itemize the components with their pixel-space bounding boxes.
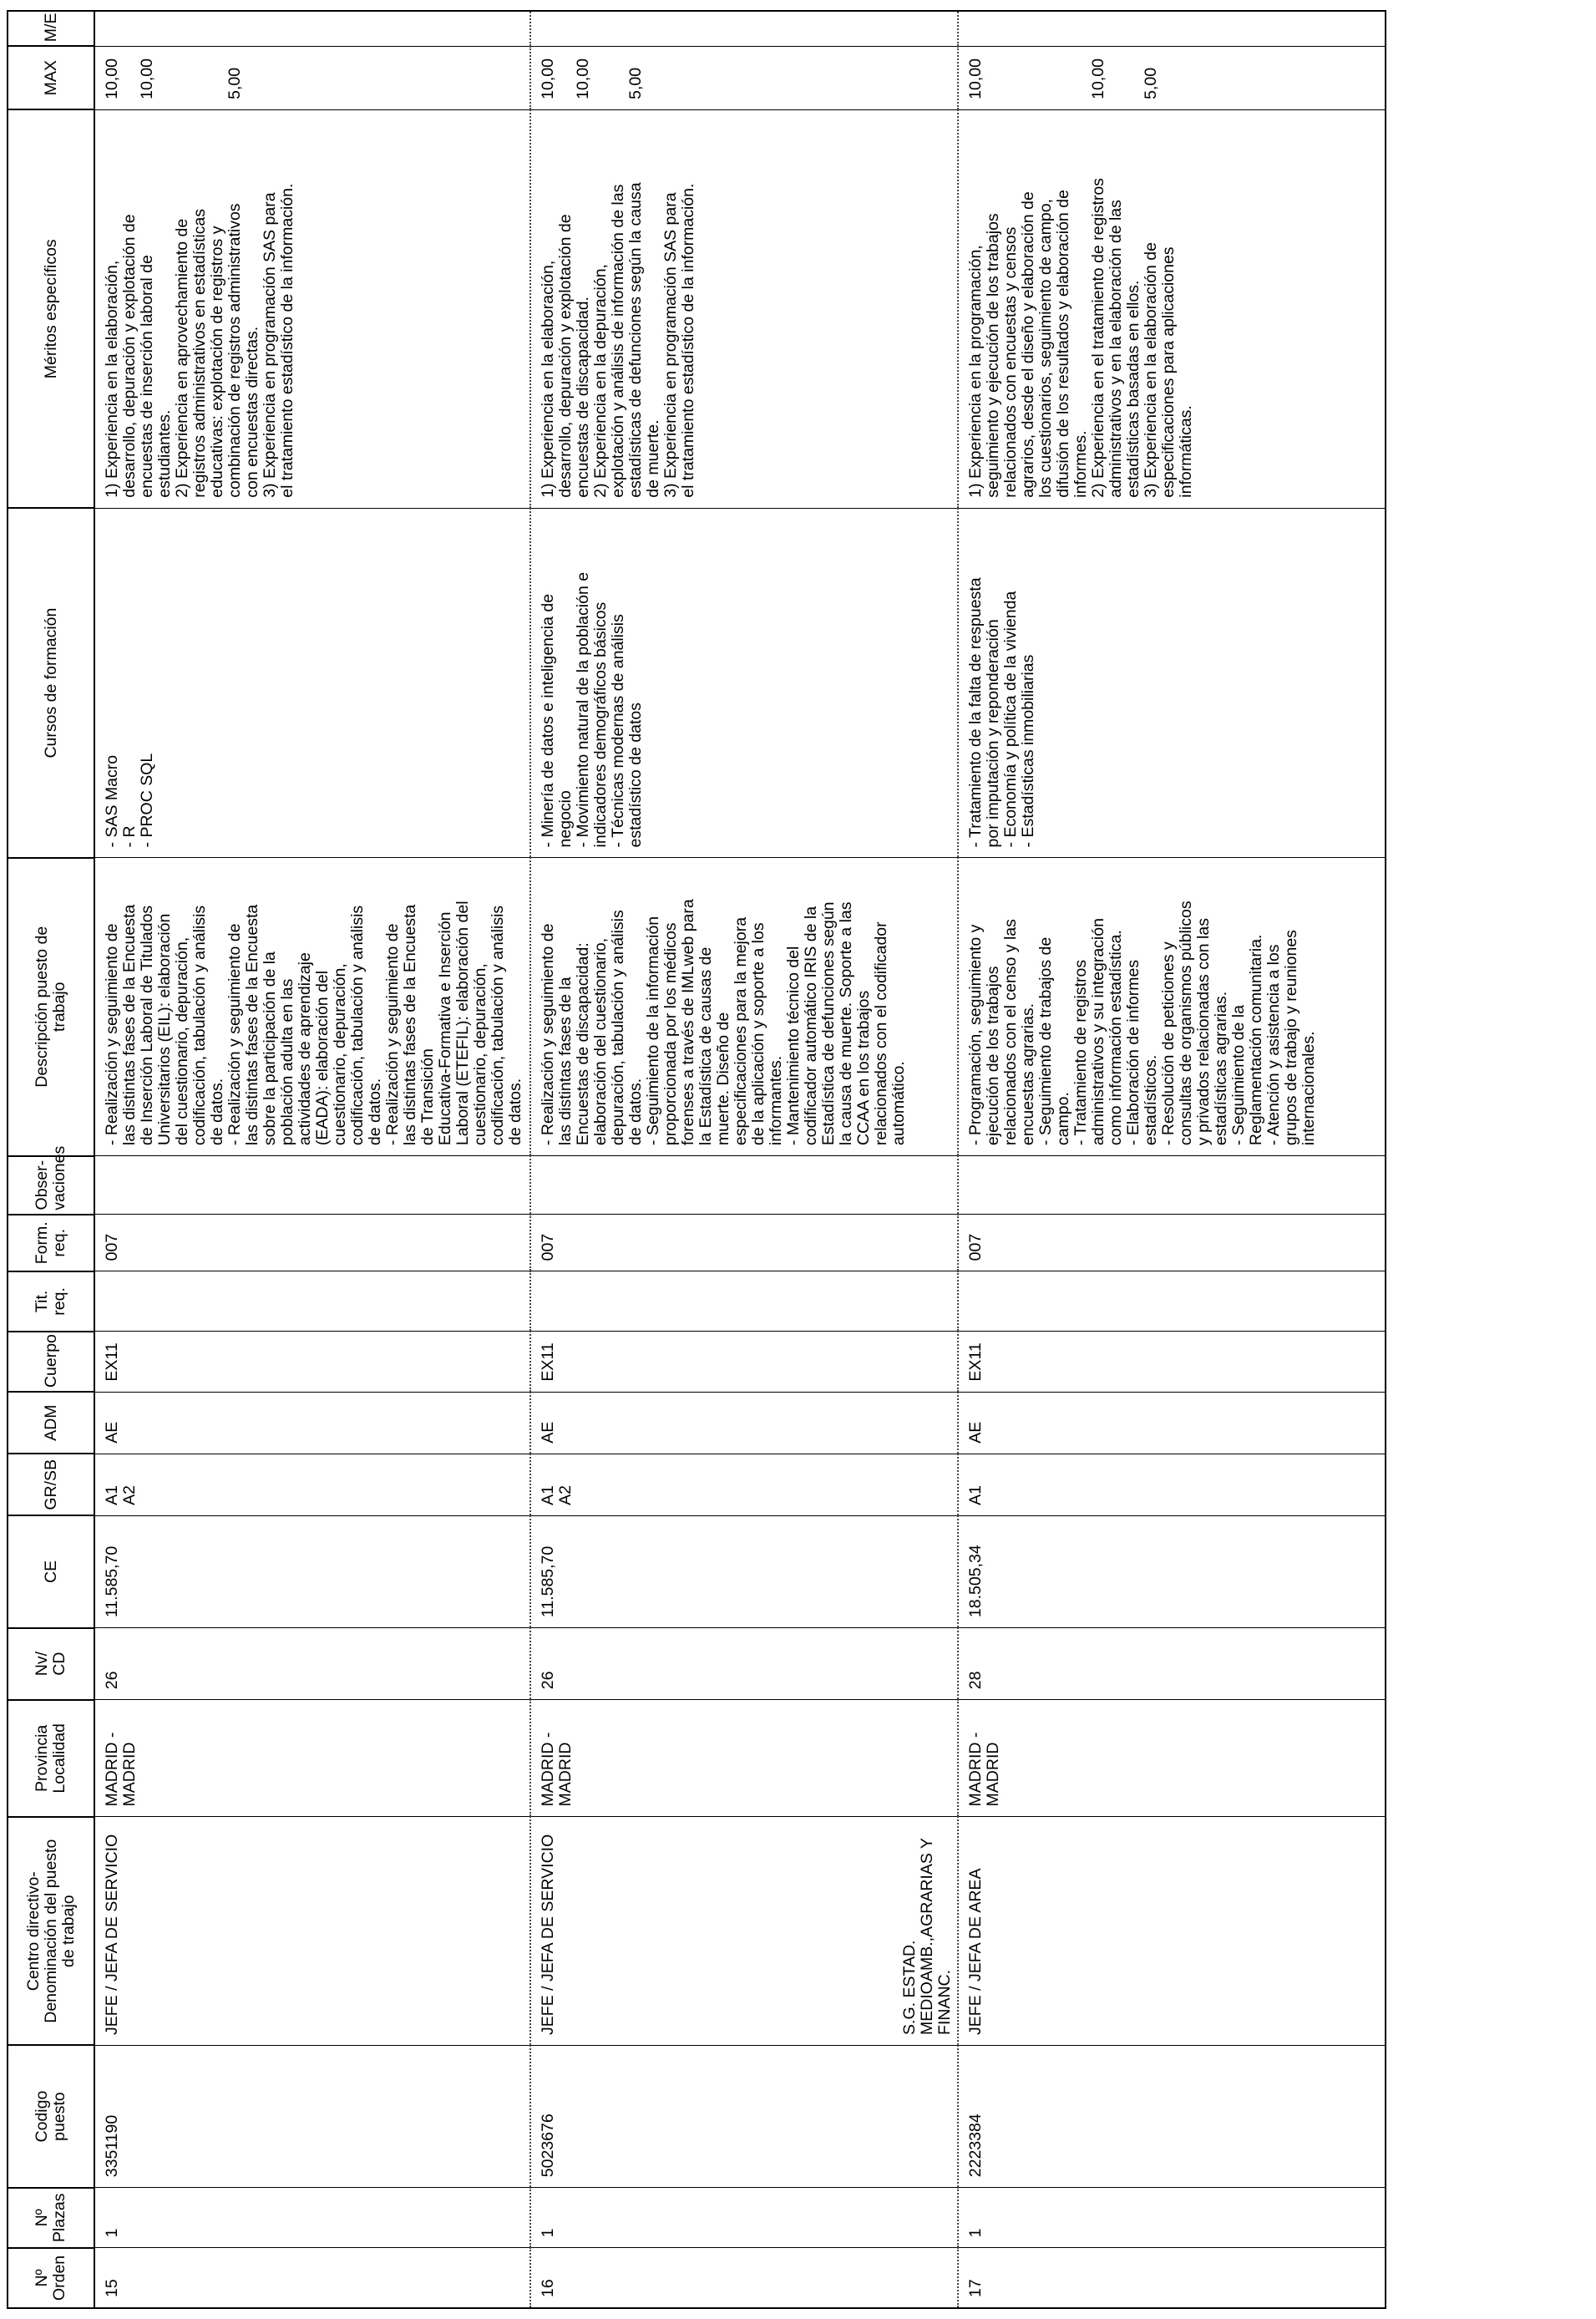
table-row [958,11,1386,2308]
descripcion-line: como información estadística. [1107,930,1125,1146]
formacion-value: 007 [966,1233,985,1261]
descripcion-line: población adulta en las [278,978,296,1146]
header-plazas-text: Plazas [50,2193,68,2243]
cursos-line: - Técnicas modernas de análisis [609,614,627,848]
provincia-line: MADRID [984,1742,1002,1807]
descripcion-line: - Programación, seguimiento y [966,924,985,1146]
descripcion-line: sobre la participación de la [261,951,279,1146]
cursos-line: estadístico de datos [626,703,645,848]
descripcion-line: (EADA): elaboración del [313,970,332,1146]
cell-adm [530,1392,958,1454]
descripcion-line: de Inserción Laboral de Titulados [138,905,156,1146]
max-line: 10,00 [574,58,592,99]
cell-max [530,46,958,109]
cuerpo-value: EX11 [103,1342,121,1382]
formacion-value: 007 [103,1233,121,1261]
directorate-name: S.G. ESTAD. [900,1940,919,2035]
provincia-line: MADRID - [966,1732,985,1807]
cell-max [94,46,530,109]
max-line [1002,53,1020,99]
descripcion-line: encuestas agrarias. [1019,1002,1037,1146]
max-line [610,53,627,99]
header-orden [8,2248,94,2308]
descripcion-line: - Realización y seguimiento de [225,923,244,1146]
cell-ce [958,1515,1386,1627]
meritos-line: seguimiento y ejecución de los trabajos [984,213,1002,498]
max-line: 10,00 [966,58,985,99]
nivel-value: 26 [539,1671,557,1690]
position-name: JEFE / JEFA DE SERVICIO [103,1834,121,2035]
meritos-line: de muerte. [644,419,662,498]
cell-codigo [94,2045,530,2187]
header-codigo-text: puesto [50,2092,68,2141]
header-plazas [8,2188,94,2248]
max-line [1020,53,1037,99]
descripcion-line: de Transición [418,1048,437,1146]
max-line [1072,53,1090,99]
cursos-line: - Movimiento natural de la población e [574,571,592,848]
orden-value: 17 [966,2279,985,2297]
adm-value: AE [539,1421,557,1444]
meritos-line: 3) Experiencia en programación SAS para [261,192,279,498]
descripcion-line: - Realización y seguimiento de [103,923,121,1146]
descripcion-line: del cuestionario, depuración, [173,936,191,1146]
meritos-line: 1) Experiencia en la elaboración, [539,260,557,498]
header-cuerpo [8,1332,94,1392]
descripcion-line: - Resolución de peticiones y [1159,941,1178,1146]
descripcion-line: - Mantenimiento técnico del [784,946,803,1146]
table-row [530,11,958,2308]
cell-codigo [958,2045,1386,2187]
descripcion-line: grupos de trabajo y reuniones [1282,930,1300,1146]
cell-descripcion [530,858,958,1156]
descripcion-line: ejecución de los trabajos [984,966,1002,1146]
table-body [94,11,1386,2308]
header-titulo-text: Tit. [33,1290,51,1313]
grupo-line: A1 [539,1484,557,1505]
meritos-line: difusión de los resultados y elaboración de [1054,190,1072,498]
cell-provincia [958,1700,1386,1817]
max-line [156,53,174,99]
descripcion-line: informantes. [767,1055,785,1146]
cell-formacion [94,1215,530,1271]
cell-cursos [530,508,958,858]
ce-value: 11.585,70 [103,1545,121,1618]
max-line: 5,00 [1142,67,1160,99]
max-line [1055,53,1072,99]
descripcion-line: Reglamentación comunitaria. [1247,934,1265,1146]
descripcion-line: cuestionario, depuración, [331,963,349,1146]
meritos-line: educativas: explotación de registros y [208,226,226,498]
cell-cursos [958,508,1386,858]
position-name: JEFE / JEFA DE AREA [966,1868,985,2035]
header-codigo [8,2045,94,2187]
max-line: 10,00 [539,58,557,99]
descripcion-line: - Seguimiento de la [1229,1005,1248,1146]
cell-cuerpo [94,1332,530,1392]
descripcion-line: cuestionario, depuración, [471,963,489,1146]
adm-value: AE [103,1421,121,1444]
header-adm [8,1392,94,1454]
cursos-line: indicadores demográficos básicos [591,601,610,848]
cell-meritos [958,109,1386,508]
cell-nivel [94,1628,530,1700]
grupo-line: A2 [120,1484,139,1505]
cursos-line: - R [120,825,139,848]
descripcion-line: las distintas fases de la Encuesta [243,904,261,1146]
descripcion-line: de la aplicación y soporte a los [749,922,768,1146]
cell-meritos [530,109,958,508]
descripcion-line: de datos. [208,1078,226,1146]
meritos-line: los cuestionarios, seguimiento de campo, [1036,199,1055,498]
descripcion-line: de datos. [506,1078,524,1146]
cell-centro [94,1817,530,2045]
grupo-line: A2 [556,1484,575,1505]
descripcion-line: relacionados con el codificador [872,921,890,1146]
cell-descripcion [94,858,530,1156]
codigo-value: 2223384 [966,2113,985,2178]
cell-ce [530,1515,958,1627]
max-line [174,53,191,99]
cell-meritos [94,109,530,508]
meritos-line: 2) Experiencia en aprovechamiento de [173,218,191,498]
table-row [94,11,530,2308]
max-line [1125,53,1143,99]
header-cuerpo-text: Cuerpo [41,1334,60,1388]
descripcion-line: - Seguimiento de la información [644,916,662,1146]
meritos-line: agrarios, desde el diseño y elaboración de [1019,191,1037,498]
adm-value: AE [966,1421,985,1444]
descripcion-line: Estadística de defunciones según [819,901,838,1146]
descripcion-line: depuración, tabulación y análisis [609,910,627,1146]
max-line: 10,00 [138,58,156,99]
meritos-line: estadísticas basadas en ellos. [1124,280,1143,498]
meritos-line: explotación y análisis de información de las [609,184,627,498]
cell-me [94,11,530,46]
header-me-text: M/E [41,13,60,43]
formacion-value: 007 [539,1233,557,1261]
cell-adm [958,1392,1386,1454]
descripcion-line: codificación, tabulación y análisis [190,905,209,1146]
provincia-line: MADRID - [103,1732,121,1807]
cuerpo-value: EX11 [539,1342,557,1382]
directorate-block [901,1838,954,2035]
max-line [121,53,139,99]
header-formacion-text: req. [50,1228,68,1257]
cell-observaciones [530,1156,958,1215]
header-grupo-text: GR/SB [41,1459,60,1510]
descripcion-line: - Tratamiento de registros [1072,959,1090,1146]
cell-orden [530,2248,958,2308]
max-line [985,53,1002,99]
descripcion-line: proporcionada por los médicos [661,922,680,1146]
header-provincia-text: Localidad [50,1723,68,1794]
codigo-value: 5023676 [539,2113,557,2178]
header-centro-text: Centro directivo- [23,1871,43,1992]
header-observaciones-text: Obser- [33,1160,51,1210]
max-line [592,53,610,99]
descripcion-line: internacionales. [1300,1031,1318,1146]
max-line [1037,53,1055,99]
header-descripcion-text: Descripción puesto de [33,926,51,1088]
descripcion-line: - Realización y seguimiento de [539,923,557,1146]
cell-nivel [958,1628,1386,1700]
descripcion-line: codificación, tabulación y análisis [348,905,367,1146]
codigo-value: 3351190 [103,2114,121,2178]
directorate-name: FINANC. [935,1969,954,2035]
cursos-line: por imputación y reponderación [984,619,1002,848]
cell-max [958,46,1386,109]
cell-centro [530,1817,958,2045]
max-line: 5,00 [225,67,244,99]
header-ce-text: CE [41,1560,60,1583]
orden-value: 16 [539,2279,557,2297]
cursos-line: - Minería de datos e inteligencia de [539,593,557,848]
header-formacion-text: Form. [33,1221,51,1265]
descripcion-line: las distintas fases de la [556,977,575,1146]
cell-formacion [958,1215,1386,1271]
cell-me [530,11,958,46]
cell-ce [94,1515,530,1627]
max-line: 10,00 [103,58,121,99]
cell-plazas [530,2188,958,2248]
header-ce [8,1515,94,1627]
header-provincia [8,1700,94,1817]
cell-plazas [94,2188,530,2248]
cell-observaciones [94,1156,530,1215]
header-nivel-text: Nv/ [33,1652,51,1677]
cell-titulo [530,1271,958,1332]
header-orden-text: Orden [50,2255,68,2301]
header-cursos [8,508,94,858]
descripcion-line: - Realización y seguimiento de [383,923,402,1146]
max-line [557,53,575,99]
meritos-line: 1) Experiencia en la elaboración, [103,260,121,498]
directorate-name: MEDIOAMB.,AGRARIAS Y [918,1838,936,2035]
job-positions-table [7,10,1386,2309]
cursos-line: - SAS Macro [103,754,121,848]
descripcion-line: Educativa-Formativa e Inserción [436,911,454,1146]
descripcion-line: relacionados con el censo y las [1001,919,1020,1146]
descripcion-line: - Atención y asistencia a los [1264,944,1283,1146]
meritos-line: estudiantes. [155,409,174,498]
cell-grupo [958,1454,1386,1515]
meritos-line: especificaciones para aplicaciones [1159,246,1178,498]
max-line [1107,53,1125,99]
cell-me [958,11,1386,46]
meritos-line: relacionados con encuestas y censos [1001,226,1020,498]
provincia-line: MADRID [120,1742,139,1807]
header-centro [8,1817,94,2045]
descripcion-line: Encuestas de discapacidad: [574,942,592,1146]
meritos-line: 3) Experiencia en programación SAS para [661,192,680,498]
descripcion-line: y privados relacionadas con las [1194,918,1213,1146]
cell-plazas [958,2188,1386,2248]
cell-provincia [530,1700,958,1817]
header-observaciones [8,1145,94,1215]
descripcion-line: automático. [889,1061,908,1146]
cell-titulo [94,1271,530,1332]
descripcion-line: - Seguimiento de trabajos de [1036,936,1055,1146]
cuerpo-value: EX11 [966,1342,985,1382]
meritos-line: 2) Experiencia en el tratamiento de registros [1089,178,1107,498]
meritos-line: estadísticas de defunciones según la causa [626,182,645,498]
meritos-line: desarrollo, depuración y explotación de [556,214,575,498]
descripcion-line: las distintas fases de la Encuesta [120,904,139,1146]
cell-descripcion [958,858,1386,1156]
descripcion-line: especificaciones para la mejora [732,916,750,1146]
orden-value: 15 [103,2279,121,2297]
header-plazas-text: Nº [33,2209,51,2227]
descripcion-line: administrativos y su integración [1089,918,1107,1146]
max-line [209,53,226,99]
header-me [8,11,94,46]
cell-formacion [530,1215,958,1271]
descripcion-line: las distintas fases de la Encuesta [401,904,419,1146]
descripcion-line: forenses a través de IMLweb para [679,899,697,1146]
meritos-line: informáticas. [1177,405,1195,498]
cursos-line: - Tratamiento de la falta de respuesta [966,577,985,848]
meritos-line: 1) Experiencia en la programación, [966,245,985,498]
header-cursos-text: Cursos de formación [41,607,60,759]
cell-grupo [94,1454,530,1515]
meritos-line: el tratamiento estadístico de la información. [278,183,296,498]
header-titulo [8,1271,94,1332]
ce-value: 11.585,70 [539,1545,557,1618]
provincia-line: MADRID - [539,1732,557,1807]
cell-grupo [530,1454,958,1515]
descripcion-line: de datos. [626,1078,645,1146]
cursos-line: - PROC SQL [138,753,156,848]
cell-nivel [530,1628,958,1700]
meritos-line: combinación de registros administrativos [225,203,244,498]
meritos-line: registros administrativos en estadísticas [190,208,209,498]
header-provincia-text: Provincia [33,1724,51,1792]
meritos-line: 3) Experiencia en la elaboración de [1142,242,1160,498]
header-centro-text: Denominación del puesto [41,1839,60,2023]
header-descripcion [8,858,94,1156]
cell-provincia [94,1700,530,1817]
descripcion-line: de datos. [366,1078,384,1146]
descripcion-line: Universitarios (EIL): elaboración [155,913,174,1146]
descripcion-line: consultas de organismos públicos [1177,901,1195,1146]
provincia-line: MADRID [556,1742,575,1807]
plazas-value: 1 [539,2228,557,2238]
cell-orden [94,2248,530,2308]
descripcion-line: muerte. Diseño de [714,1012,732,1146]
meritos-line: 2) Experiencia en la depuración, [591,264,610,498]
header-centro-text: de trabajo [58,1895,78,1968]
cursos-line: - Economía y política de la vivienda [1001,591,1020,848]
descripcion-line: la causa de muerte. Soporte a las [837,901,855,1146]
meritos-line: desarrollo, depuración y explotación de [120,214,139,498]
max-line: 5,00 [626,67,645,99]
meritos-line: informes. [1072,430,1090,498]
descripcion-line: codificador automático IRIS de la [802,906,820,1146]
descripcion-line: codificación, tabulación y análisis [489,905,507,1146]
header-grupo [8,1454,94,1515]
ce-value: 18.505,34 [966,1545,985,1618]
max-line: 10,00 [1089,58,1107,99]
header-observaciones-text: vaciones [50,1145,68,1210]
header-max-text: MAX [41,60,60,96]
meritos-line: administrativos y en la elaboración de las [1107,200,1125,498]
descripcion-line: CCAA en los trabajos [854,990,873,1146]
plazas-value: 1 [966,2228,985,2238]
cell-titulo [958,1271,1386,1332]
descripcion-line: la Estadística de causas de [697,946,715,1146]
plazas-value: 1 [103,2228,121,2238]
cell-orden [958,2248,1386,2308]
grupo-line: A1 [103,1484,121,1505]
cursos-line: - Estadísticas inmobiliarias [1019,654,1037,848]
header-nivel [8,1628,94,1700]
meritos-line: el tratamiento estadístico de la información. [679,183,697,498]
cell-cuerpo [958,1332,1386,1392]
header-orden-text: Nº [33,2269,51,2287]
nivel-value: 26 [103,1671,121,1690]
header-nivel-text: CD [50,1652,68,1676]
cell-adm [94,1392,530,1454]
cell-observaciones [958,1156,1386,1215]
header-adm-text: ADM [41,1404,60,1441]
descripcion-line: - Elaboración de informes [1124,959,1143,1146]
nivel-value: 28 [966,1671,985,1690]
descripcion-line: actividades de aprendizaje [296,952,314,1146]
cell-codigo [530,2045,958,2187]
position-name: JEFE / JEFA DE SERVICIO [539,1834,557,2035]
header-row [8,11,94,2308]
header-titulo-text: req. [50,1287,68,1316]
grupo-line: A1 [966,1484,985,1505]
descripcion-line: elaboración del cuestionario, [591,937,610,1146]
meritos-line: con encuestas directas. [243,326,261,498]
descripcion-line: Laboral (ETEFIL): elaboración del [453,901,472,1146]
header-max [8,46,94,109]
header-codigo-text: Codigo [33,2090,51,2143]
meritos-line: encuestas de discapacidad. [574,297,592,498]
meritos-line: encuestas de inserción laboral de [138,255,156,498]
header-meritos-text: Méritos específicos [41,239,60,379]
cell-cursos [94,508,530,858]
descripcion-line: estadísticos. [1142,1054,1160,1146]
cursos-line: negocio [556,790,575,848]
max-line [191,53,209,99]
descripcion-line: campo. [1054,1092,1072,1146]
header-formacion [8,1215,94,1271]
cell-centro [958,1817,1386,2045]
descripcion-line: estadísticas agrarias. [1212,991,1230,1146]
header-descripcion-text: trabajo [50,982,68,1033]
cell-cuerpo [530,1332,958,1392]
header-meritos [8,109,94,508]
